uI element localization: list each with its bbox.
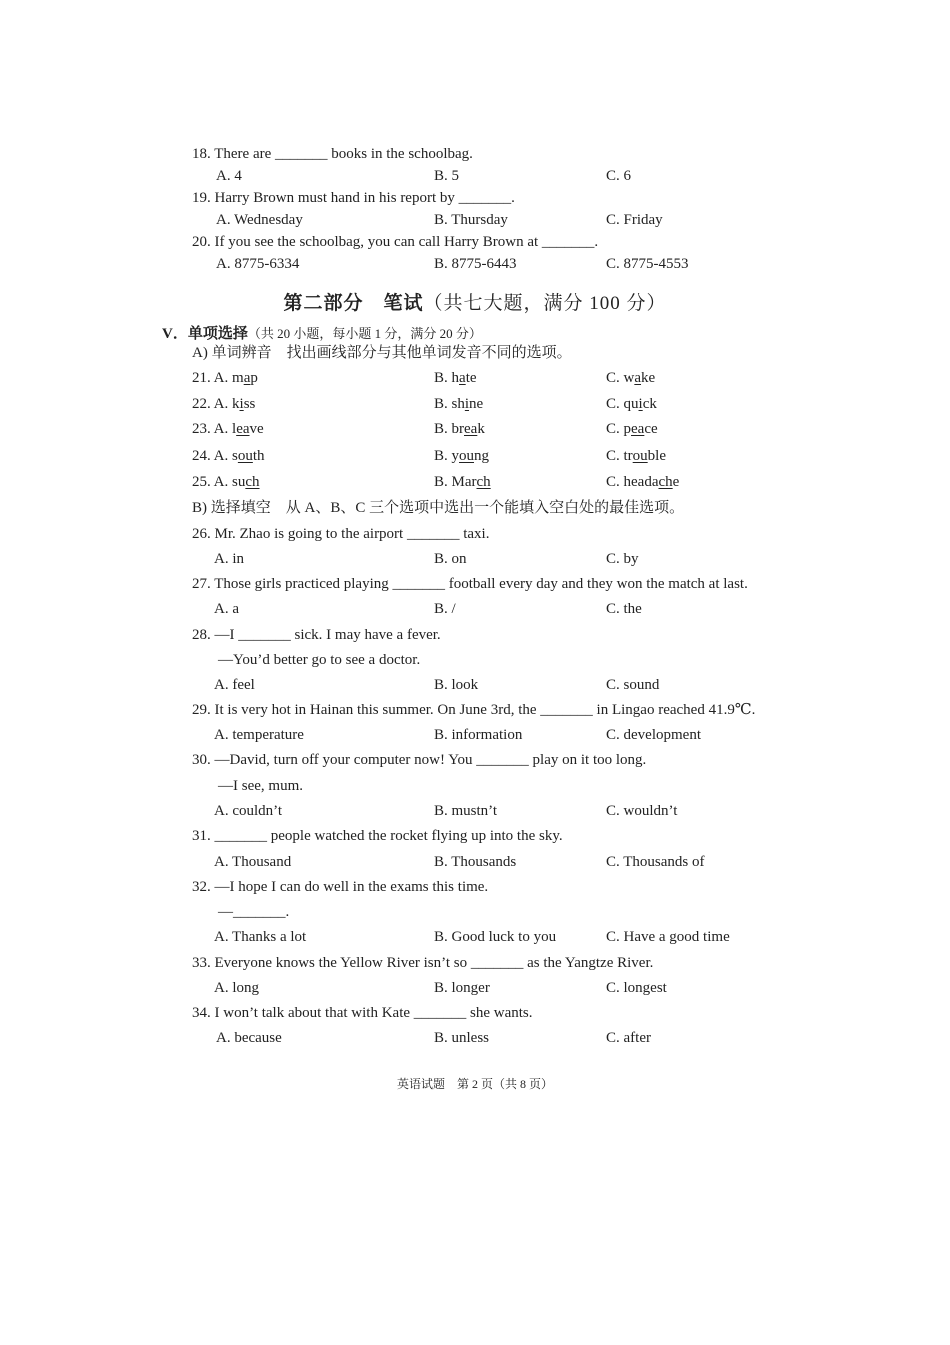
q24-option-c: C. trouble [606, 448, 666, 464]
subsection-a-instruction: A) 单词辨音 找出画线部分与其他单词发音不同的选项。 [192, 345, 572, 361]
q19-option-c: C. Friday [606, 212, 663, 228]
q23-option-c: C. peace [606, 421, 658, 437]
q20-option-c: C. 8775-4553 [606, 256, 689, 272]
q25-option-c: C. headache [606, 474, 680, 490]
page-footer: 英语试题 第 2 页（共 8 页） [396, 1077, 553, 1091]
q29-option-b: B. information [434, 727, 523, 743]
section-v-note: （共 20 小题，每小题 1 分，满分 20 分） [247, 326, 482, 341]
q21-option-c: C. wake [606, 370, 656, 386]
q32-option-a: A. Thanks a lot [214, 929, 307, 945]
q27-option-c: C. the [606, 601, 642, 617]
question-27: 27. Those girls practiced playing _______ football every day and they won the match at last. [192, 576, 748, 592]
question-24: 24. A. south [192, 448, 265, 464]
q28-option-a: A. feel [214, 677, 255, 693]
q26-option-a: A. in [214, 551, 244, 567]
q23-option-b: B. break [434, 421, 485, 437]
q18-option-b: B. 5 [434, 168, 460, 184]
q31-option-a: A. Thousand [214, 854, 292, 870]
subsection-b-instruction: B) 选择填空 从 A、B、C 三个选项中选出一个能填入空白处的最佳选项。 [192, 500, 685, 516]
q34-option-c: C. after [606, 1030, 651, 1046]
section-v-title: V．单项选择 [162, 326, 248, 342]
q31-option-c: C. Thousands of [606, 854, 705, 870]
q26-option-c: C. by [606, 551, 639, 567]
q33-option-a: A. long [214, 980, 259, 996]
q20-option-a: A. 8775-6334 [216, 256, 300, 272]
question-20: 20. If you see the schoolbag, you can call Harry Brown at _______. [192, 234, 599, 250]
question-32-reply: —_______. [218, 904, 290, 920]
q29-option-a: A. temperature [214, 727, 304, 743]
question-30: 30. —David, turn off your computer now! You _______ play on it too long. [192, 752, 647, 768]
q28-option-b: B. look [434, 677, 479, 693]
q19-option-b: B. Thursday [434, 212, 508, 228]
question-28-reply: —You’d better go to see a doctor. [218, 652, 421, 668]
q30-option-a: A. couldn’t [214, 803, 283, 819]
question-30-reply: —I see, mum. [218, 778, 303, 794]
question-33: 33. Everyone knows the Yellow River isn’t so _______ as the Yangtze River. [192, 955, 654, 971]
question-21: 21. A. map [192, 370, 258, 386]
q18-option-a: A. 4 [216, 168, 242, 184]
q32-option-b: B. Good luck to you [434, 929, 557, 945]
part-two-note: （共七大题，满分 100 分） [423, 293, 667, 314]
question-32: 32. —I hope I can do well in the exams this time. [192, 879, 489, 895]
q20-option-b: B. 8775-6443 [434, 256, 517, 272]
q34-option-b: B. unless [434, 1030, 490, 1046]
q22-option-b: B. shine [434, 396, 484, 412]
question-31: 31. _______ people watched the rocket flying up into the sky. [192, 828, 563, 844]
q33-option-b: B. longer [434, 980, 490, 996]
q34-option-a: A. because [216, 1030, 282, 1046]
q28-option-c: C. sound [606, 677, 660, 693]
q24-option-b: B. young [434, 448, 490, 464]
q30-option-c: C. wouldn’t [606, 803, 678, 819]
question-26: 26. Mr. Zhao is going to the airport _______ taxi. [192, 526, 490, 542]
question-23: 23. A. leave [192, 421, 264, 437]
q27-option-a: A. a [214, 601, 239, 617]
q32-option-c: C. Have a good time [606, 929, 730, 945]
q27-option-b: B. / [434, 601, 456, 617]
question-29: 29. It is very hot in Hainan this summer. On June 3rd, the _______ in Lingao reached 41.9℃. [192, 702, 756, 718]
question-22: 22. A. kiss [192, 396, 256, 412]
q29-option-c: C. development [606, 727, 701, 743]
part-two-title: 第二部分 笔试 [283, 293, 424, 314]
q26-option-b: B. on [434, 551, 467, 567]
q18-option-c: C. 6 [606, 168, 632, 184]
question-28: 28. —I _______ sick. I may have a fever. [192, 627, 441, 643]
q30-option-b: B. mustn’t [434, 803, 498, 819]
section-v-heading [162, 322, 482, 343]
part-two-heading [0, 288, 950, 315]
question-19: 19. Harry Brown must hand in his report by _______. [192, 190, 515, 206]
question-34: 34. I won’t talk about that with Kate _______ she wants. [192, 1005, 533, 1021]
q33-option-c: C. longest [606, 980, 667, 996]
q25-option-b: B. March [434, 474, 491, 490]
q31-option-b: B. Thousands [434, 854, 517, 870]
q21-option-b: B. hate [434, 370, 477, 386]
q22-option-c: C. quick [606, 396, 657, 412]
q19-option-a: A. Wednesday [216, 212, 303, 228]
question-18: 18. There are _______ books in the schoolbag. [192, 146, 473, 162]
question-25: 25. A. such [192, 474, 260, 490]
